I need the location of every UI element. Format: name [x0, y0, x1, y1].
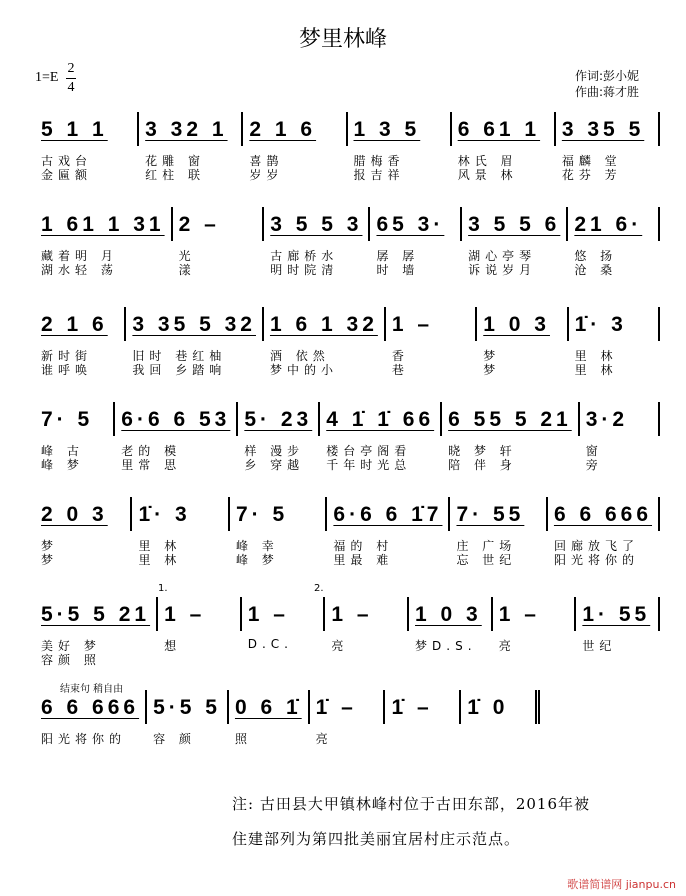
measure: [139, 112, 243, 182]
lyric-verse-2: 沧 桑: [574, 263, 618, 277]
lyric-verse-1: 亮: [498, 639, 516, 653]
measure: [242, 597, 326, 651]
lyric-verse-1: 楼台亭阁看: [326, 444, 412, 458]
measure: [35, 112, 139, 182]
measure-notes: 5 1 1: [41, 118, 108, 141]
measure-notes: 1̇ 0: [467, 696, 509, 719]
measure-notes: 3·2: [585, 408, 629, 431]
measure: [35, 207, 173, 277]
lyric-verse-1: 老的 模: [121, 444, 182, 458]
lyric-verse-1: 美好 梦: [41, 639, 101, 653]
measure: [320, 402, 442, 472]
time-sig-top: 2: [67, 61, 75, 76]
lyric-verse-2: 梦中的小: [269, 363, 338, 377]
measure-notes: 1 –: [498, 603, 540, 626]
staff-row: [35, 307, 660, 377]
measure-notes: 1 –: [247, 603, 289, 626]
measure-notes: 5·5 5 21: [41, 603, 151, 626]
lyric-verse-1: 里 林: [138, 539, 182, 553]
lyric-verse-2: 明时院清: [270, 263, 339, 277]
lyric-verse-1: 亮: [315, 732, 333, 746]
measure: [264, 207, 370, 277]
lyric-verse-1: 喜鹊: [249, 154, 284, 168]
measure-notes: 1̇ –: [391, 696, 433, 719]
measure: [452, 112, 556, 182]
measure: [548, 497, 660, 567]
lyric-verse-2: 巷: [391, 363, 409, 377]
measure-notes: 7· 5: [235, 503, 289, 526]
lyric-verse-1: 样 漫步: [244, 444, 305, 458]
measure-notes: 1 3 5: [353, 118, 421, 141]
key-signature: 1=E: [35, 70, 59, 85]
lyric-verse-1: D.C.: [247, 637, 293, 651]
footnote-line-1: 注: 古田县大甲镇林峰村位于古田东部，2016年被: [232, 795, 590, 813]
measure-notes: 4 1̇ 1̇ 66: [326, 408, 435, 431]
measure: [325, 597, 409, 653]
lyric-verse-2: 岁岁: [249, 168, 284, 182]
lyric-verse-2: 梦: [483, 363, 501, 377]
staff-row: [35, 112, 660, 182]
measure: [35, 402, 115, 472]
measure: [493, 597, 577, 653]
lyric-verse-2: 梦: [41, 553, 59, 567]
measure: [229, 690, 310, 746]
lyric-verse-2: 千年时光总: [326, 458, 412, 472]
lyric-verse-2: 峰 梦: [41, 458, 84, 472]
lyric-verse-1: 酒 依然: [269, 349, 330, 363]
measure-notes: 2 1 6: [41, 313, 108, 336]
measure-notes: 1̇· 3: [574, 313, 627, 336]
lyric-verse-2: 诉说岁月: [468, 263, 537, 277]
lyric-verse-1: 林氏 眉: [457, 154, 518, 168]
measure: [264, 307, 386, 377]
measure-notes: 6·6 6 1̇7: [333, 503, 443, 526]
lyric-verse-1: 容 颜: [153, 732, 196, 746]
lyric-verse-2: 旁: [585, 458, 603, 472]
lyric-verse-1: 新时街: [41, 349, 93, 363]
lyric-verse-2: 风景 林: [457, 168, 518, 182]
measure: [556, 112, 660, 182]
lyric-verse-2: 湖水轻 荡: [41, 263, 118, 277]
lyric-verse-1: 窗: [585, 444, 603, 458]
footnote-line-2: 住建部列为第四批美丽宜居村庄示范点。: [232, 830, 521, 848]
lyric-verse-2: 陪 伴 身: [448, 458, 517, 472]
measure-notes: 1 0 3: [415, 603, 482, 626]
measure-notes: 7· 5: [41, 408, 94, 431]
staff-row: [35, 207, 660, 277]
measure-notes: 21 6·: [574, 213, 643, 236]
lyric-verse-1: 腊梅香: [353, 154, 405, 168]
measure-notes: 1· 55: [582, 603, 651, 626]
measure-notes: 1 –: [331, 603, 373, 626]
lyric-verse-2: 里常 思: [121, 458, 182, 472]
lyric-verse-2: 里最 难: [333, 553, 394, 567]
lyric-verse-1: 旧时 巷红柚: [132, 349, 227, 363]
lyric-verse-1: 梦D.S.: [415, 639, 477, 653]
lyric-verse-1: 阳光将你的: [41, 732, 127, 746]
measure-notes: 1̇· 3: [138, 503, 191, 526]
lyric-verse-1: 亮: [331, 639, 349, 653]
time-sig-bottom: 4: [67, 80, 75, 95]
measure: [238, 402, 320, 472]
song-title: 梦里林峰: [298, 27, 387, 52]
time-signature: [66, 60, 76, 97]
lyricist: 作词:彭小妮: [575, 69, 640, 83]
measure: [173, 207, 265, 277]
measure: [348, 112, 452, 182]
measure: [569, 307, 660, 377]
measure-notes: 0 6 1̇: [234, 696, 302, 719]
measure-notes: 3 35 5 32: [132, 313, 256, 336]
lyric-verse-2: 谁呼唤: [41, 363, 93, 377]
measure: [35, 307, 126, 377]
measure: [462, 207, 568, 277]
measure-notes: 6 6 666: [41, 696, 140, 719]
measure-notes: 5· 23: [244, 408, 313, 431]
measure-notes: 1 0 3: [483, 313, 550, 336]
lyric-verse-1: 里 林: [574, 349, 618, 363]
measure-notes: 2 1 6: [249, 118, 317, 141]
staff-row: [35, 402, 660, 472]
measure-notes: 2 –: [178, 213, 220, 236]
lyric-verse-2: 容颜 照: [41, 653, 101, 667]
lyric-verse-1: 花雕 窗: [145, 154, 205, 168]
measure: [576, 597, 660, 653]
lyric-verse-1: 峰 古: [41, 444, 84, 458]
lyric-verse-1: 世纪: [582, 639, 617, 653]
measure: [477, 307, 568, 377]
lyric-verse-1: 梦: [483, 349, 501, 363]
measure: [126, 307, 264, 377]
measure: [115, 402, 238, 472]
staff-row: [35, 497, 660, 567]
measure: [35, 597, 158, 667]
measure-notes: 3 5 5 6: [468, 213, 561, 236]
measure: [386, 307, 477, 377]
measure-notes: 65 3·: [376, 213, 445, 236]
watermark: 歌谱简谱网 jianpu.cn: [567, 878, 676, 891]
lyric-verse-1: 古戏台: [41, 154, 93, 168]
measure-notes: 1 6 1 32: [269, 313, 378, 336]
measure: [450, 497, 547, 567]
measure: [370, 207, 462, 277]
lyric-verse-1: 湖心亭琴: [468, 249, 537, 263]
measure-notes: 1 –: [164, 603, 206, 626]
measure-notes: 6·6 6 53: [121, 408, 231, 431]
lyric-verse-2: 漾: [178, 263, 196, 277]
measure: [580, 402, 660, 472]
measure: [158, 597, 242, 653]
lyric-verse-2: 花芬 芳: [561, 168, 622, 182]
staff-row: [35, 690, 540, 760]
lyric-verse-1: 想: [164, 639, 182, 653]
lyric-verse-2: 里 林: [574, 363, 618, 377]
lyric-verse-2: 报吉祥: [353, 168, 405, 182]
lyric-verse-2: 峰 梦: [235, 553, 279, 567]
lyric-verse-2: 时 墙: [376, 263, 420, 277]
measure-notes: 3 35 5: [561, 118, 645, 141]
measure: [132, 497, 229, 567]
measure-notes: 3 5 5 3: [270, 213, 363, 236]
volta-1-label: 1.: [158, 583, 168, 594]
lyric-verse-2: 里 林: [138, 553, 182, 567]
measure-notes: 6 61 1: [457, 118, 541, 141]
measure: [310, 690, 386, 746]
measure-notes: 2 0 3: [41, 503, 108, 526]
lyric-verse-2: 我回 乡踏响: [132, 363, 227, 377]
lyric-verse-1: 光: [178, 249, 196, 263]
lyric-verse-1: 香: [391, 349, 409, 363]
measure-notes: 1 –: [391, 313, 434, 336]
measure-notes: 6 55 5 21: [448, 408, 572, 431]
credits: [575, 68, 639, 100]
measure: [327, 497, 450, 567]
lyric-verse-1: 藏着明 月: [41, 249, 118, 263]
measure: [461, 690, 540, 724]
lyric-verse-1: 照: [234, 732, 252, 746]
measure: [230, 497, 327, 567]
measure: [442, 402, 580, 472]
lyric-verse-1: 晓 梦 轩: [448, 444, 517, 458]
lyric-verse-1: 回廊放飞了: [553, 539, 639, 553]
lyric-verse-1: 孱 孱: [376, 249, 420, 263]
lyric-verse-2: 红柱 联: [145, 168, 205, 182]
lyric-verse-1: 福麟 堂: [561, 154, 622, 168]
staff-row: [35, 597, 660, 667]
lyric-verse-2: 阳光将你的: [553, 553, 639, 567]
measure: [409, 597, 493, 653]
composer: 作曲:蒋才胜: [575, 85, 640, 99]
lyric-verse-2: 忘 世纪: [456, 553, 517, 567]
measure-notes: 1 61 1 31: [41, 213, 165, 236]
lyric-verse-1: 悠 扬: [574, 249, 618, 263]
measure-notes: 5·5 5: [153, 696, 221, 719]
measure-notes: 3 32 1: [145, 118, 228, 141]
lyric-verse-1: 梦: [41, 539, 59, 553]
measure: [35, 690, 147, 746]
lyric-verse-2: 金匾额: [41, 168, 93, 182]
volta-2-label: 2.: [314, 583, 324, 594]
lyric-verse-1: 古廊桥水: [270, 249, 339, 263]
measure-notes: 7· 55: [456, 503, 525, 526]
measure-notes: 6 6 666: [553, 503, 653, 526]
lyric-verse-2: 乡 穿越: [244, 458, 305, 472]
lyric-verse-1: 庄 广场: [456, 539, 517, 553]
lyric-verse-1: 福的 村: [333, 539, 394, 553]
measure-notes: 1̇ –: [315, 696, 357, 719]
measure: [568, 207, 660, 277]
ending-annotation: 结束句 稍自由: [60, 684, 124, 695]
measure: [35, 497, 132, 567]
measure: [385, 690, 461, 724]
measure: [243, 112, 347, 182]
lyric-verse-1: 峰 幸: [235, 539, 279, 553]
measure: [147, 690, 229, 746]
